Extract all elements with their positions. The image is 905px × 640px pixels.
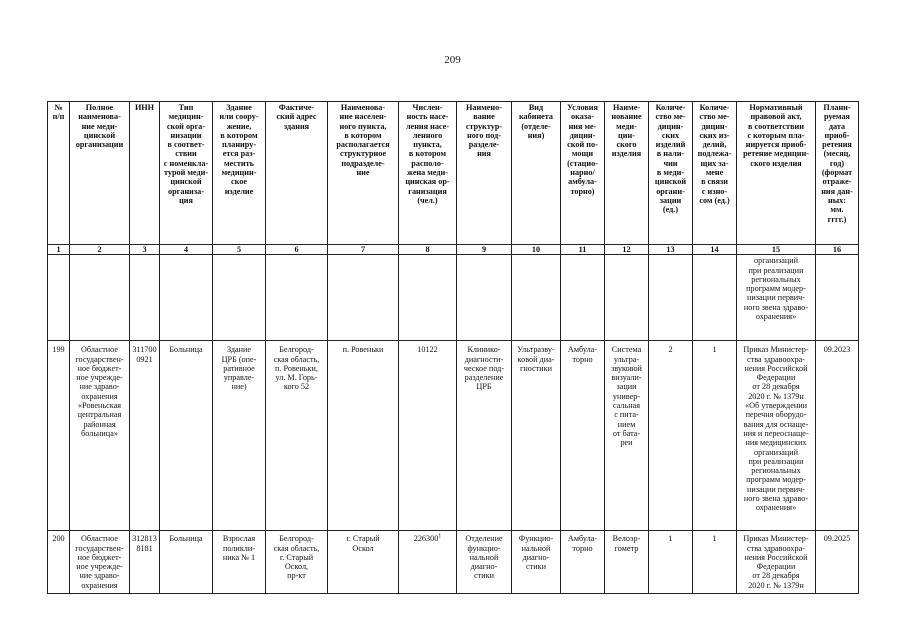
inn-value: 312813 8181: [130, 531, 160, 594]
continuation-act-text: организаций при реализации региональных программ модер- низации первич- ного звена здраво- охранения»: [737, 255, 816, 341]
header-cell-locality: Наименова- ние населен- ного пункта, в котором располагается структурное подразделе- ние: [328, 102, 399, 245]
column-number-row: [48, 245, 859, 255]
empty-cell: [605, 255, 649, 341]
subdivision: Клинико- диагности- ческое под- разделение ЦРБ: [457, 341, 512, 531]
continuation-row: [48, 255, 859, 341]
header-cell-population: Числен- ность насе- ления насе- ленного пункта, в котором располо- жена меди- цинская ор- ганизация (чел.): [399, 102, 457, 245]
header-cell-qty-have: Количе- ство ме- дицин- ских изделий в нали- чии в меди- цинской органи- зации (ед.): [649, 102, 693, 245]
organization-name: Областное государствен- ное бюджет- ное учрежде- ние здраво- охранения: [70, 531, 130, 594]
locality: г. Старый Оскол: [328, 531, 399, 594]
population-value: 226300: [413, 534, 439, 544]
header-cell-date: Плани- руемая дата приоб- ретения (месяц, год) (формат отраже- ния дан- ных: мм. гггг.): [816, 102, 859, 245]
table-row: [48, 531, 859, 594]
population-value: 10122: [417, 345, 438, 355]
empty-cell: [160, 255, 213, 341]
population-cell: [399, 341, 457, 531]
cabinet-type: Функцио- нальной диагно- стики: [512, 531, 561, 594]
column-number: 12: [605, 245, 649, 255]
row-number: 200: [48, 531, 70, 594]
header-cell-cabinet: Вид кабинета (отделе- ния): [512, 102, 561, 245]
legal-act: Приказ Министер- ства здравоохра- нения Российской Федерации от 28 декабря 2020 г. № 1379н «Об утверждении перечня оборудо- вания для оснаще- ния и переоснаще- ния медицинских организаций при реализации региональных программ модер- низации первич- ного звена здраво- охранения»: [737, 341, 816, 531]
building: Взрослая поликли- ника № 1: [213, 531, 266, 594]
qty-available: 2: [649, 341, 693, 531]
qty-available: 1: [649, 531, 693, 594]
building: Здание ЦРБ (опе- ративное управле- ние): [213, 341, 266, 531]
header-cell-act: Нормативный правовой акт, в соответствии с которым пла- нируется приоб- ретение медицин- ского изделия: [737, 102, 816, 245]
care-conditions: Амбула- торно: [561, 531, 605, 594]
empty-cell: [561, 255, 605, 341]
device-name: Система ультра- звуковой визуали- зации универ- сальная с пита- нием от бата- реи: [605, 341, 649, 531]
empty-cell: [213, 255, 266, 341]
header-cell-qty-replace: Количе- ство ме- дицин- ских из- делий, подлежа- щих за- мене в связи с изно- сом (ед.): [693, 102, 737, 245]
cabinet-type: Ультразву- ковой диа- гностики: [512, 341, 561, 531]
header-cell-conditions: Условия оказа- ния ме- дицин- ской по- мощи (стацио- нарно/ амбула- торно): [561, 102, 605, 245]
locality: п. Ровеньки: [328, 341, 399, 531]
column-number: 5: [213, 245, 266, 255]
subdivision: Отделение функцио- нальной диагно- стики: [457, 531, 512, 594]
header-cell-subdivision: Наимено- вание структур- ного под- разделе- ния: [457, 102, 512, 245]
column-number: 4: [160, 245, 213, 255]
qty-to-replace: 1: [693, 341, 737, 531]
planned-date: 09.2023: [816, 341, 859, 531]
header-cell-address: Фактиче- ский адрес здания: [266, 102, 328, 245]
organization-name: Областное государствен- ное бюджет- ное учрежде- ние здраво- охранения «Ровеньская центральная районная больница»: [70, 341, 130, 531]
equipment-table: [47, 101, 859, 594]
column-number: 3: [130, 245, 160, 255]
organization-type: Больница: [160, 341, 213, 531]
column-number: 6: [266, 245, 328, 255]
page-number: 209: [444, 54, 461, 66]
header-cell-org: Полное наименова- ние меди- цинской организации: [70, 102, 130, 245]
empty-cell: [48, 255, 70, 341]
column-number: 9: [457, 245, 512, 255]
header-cell-building: Здание или соору- жение, в котором планиру- ется раз- местить медицин- ское изделие: [213, 102, 266, 245]
legal-act: Приказ Министер- ства здравоохра- нения Российской Федерации от 28 декабря 2020 г. № 1379н: [737, 531, 816, 594]
care-conditions: Амбула- торно: [561, 341, 605, 531]
empty-cell: [512, 255, 561, 341]
empty-cell: [649, 255, 693, 341]
header-cell-type: Тип медицин- ской орга- низации в соответ- ствии с номенкла- турой меди- цинской организа- ция: [160, 102, 213, 245]
column-number: 11: [561, 245, 605, 255]
inn-value: 311700 0921: [130, 341, 160, 531]
column-number: 2: [70, 245, 130, 255]
planned-date: 09.2025: [816, 531, 859, 594]
header-row: [48, 102, 859, 245]
population-cell: [399, 531, 457, 594]
column-number: 14: [693, 245, 737, 255]
column-number: 10: [512, 245, 561, 255]
column-number: 16: [816, 245, 859, 255]
empty-cell: [70, 255, 130, 341]
empty-cell: [399, 255, 457, 341]
empty-cell: [328, 255, 399, 341]
header-cell-device: Наиме- нование меди- цин- ского изделия: [605, 102, 649, 245]
column-number: 13: [649, 245, 693, 255]
header-cell-inn: ИНН: [130, 102, 160, 245]
organization-type: Больница: [160, 531, 213, 594]
qty-to-replace: 1: [693, 531, 737, 594]
table-row: [48, 341, 859, 531]
empty-cell: [816, 255, 859, 341]
column-number: 8: [399, 245, 457, 255]
address: Белгород- ская область, п. Ровеньки, ул. М. Горь- кого 52: [266, 341, 328, 531]
empty-cell: [693, 255, 737, 341]
empty-cell: [130, 255, 160, 341]
address: Белгород- ская область, г. Старый Оскол, пр-кт: [266, 531, 328, 594]
column-number: 7: [328, 245, 399, 255]
column-number: 1: [48, 245, 70, 255]
empty-cell: [457, 255, 512, 341]
column-number: 15: [737, 245, 816, 255]
empty-cell: [266, 255, 328, 341]
header-cell-num: № п/п: [48, 102, 70, 245]
population-footnote: 1: [438, 533, 442, 540]
device-name: Велоэр- гометр: [605, 531, 649, 594]
row-number: 199: [48, 341, 70, 531]
